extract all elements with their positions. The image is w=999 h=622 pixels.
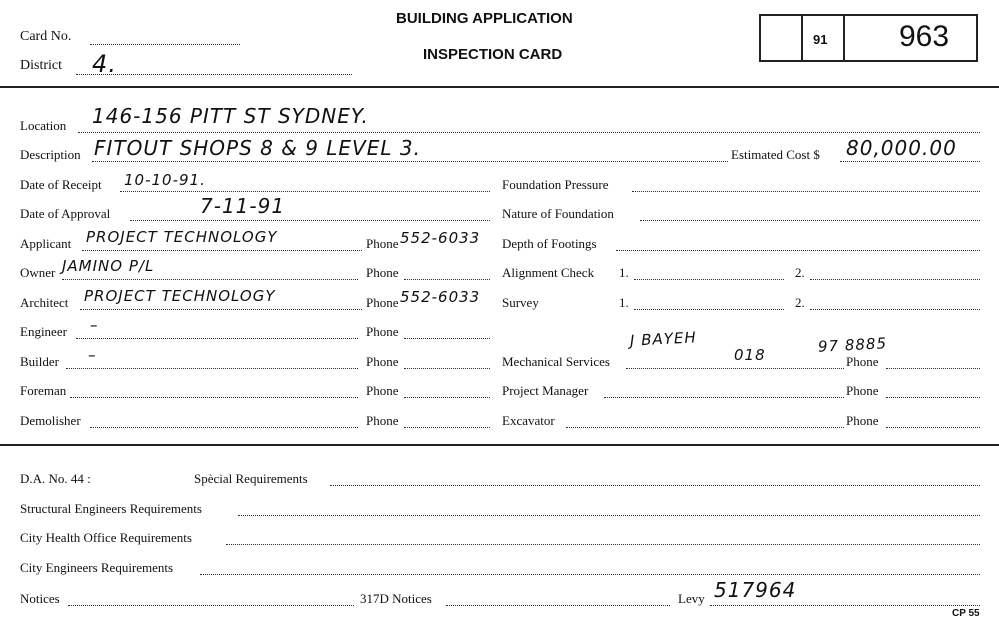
applicant-value: PROJECT TECHNOLOGY (86, 228, 278, 246)
district-field (76, 74, 352, 75)
description-field (92, 161, 728, 162)
alignment-check-2-label: 2. (795, 265, 805, 280)
builder-field (66, 368, 358, 369)
depth-of-footings-field (616, 250, 980, 251)
structural-engineers-field (238, 515, 980, 516)
applicant-label: Applicant (20, 236, 72, 251)
date-of-receipt-label: Date of Receipt (20, 177, 102, 192)
survey-2-label: 2. (795, 295, 805, 310)
card-no-field (90, 44, 240, 45)
excavator-phone-field (886, 427, 980, 428)
architect-value: PROJECT TECHNOLOGY (84, 287, 276, 305)
project-manager-phone-label: Phone (846, 383, 879, 398)
special-requirements-field (330, 485, 980, 486)
date-of-approval-field (130, 220, 490, 221)
builder-phone-label: Phone (366, 354, 399, 369)
applicant-phone-label: Phone (366, 236, 399, 251)
architect-phone-value: 552-6033 (400, 288, 481, 306)
card-no-label: Card No. (20, 29, 72, 44)
mechanical-phone-value-1: 018 (734, 346, 766, 364)
mechanical-services-field (626, 368, 844, 369)
builder-label: Builder (20, 354, 59, 369)
mechanical-services-label: Mechanical Services (502, 354, 610, 369)
description-value: FITOUT SHOPS 8 & 9 LEVEL 3. (94, 136, 421, 160)
mechanical-phone-field (886, 368, 980, 369)
notices-label: Notices (20, 591, 60, 606)
demolisher-field (90, 427, 358, 428)
city-engineers-field (200, 574, 980, 575)
nature-of-foundation-field (640, 220, 980, 221)
form-title-line1: BUILDING APPLICATION (396, 10, 573, 27)
engineer-phone-label: Phone (366, 324, 399, 339)
card-box-small-number: 91 (813, 32, 828, 47)
architect-field (80, 309, 362, 310)
levy-label: Levy (678, 591, 705, 606)
foreman-label: Foreman (20, 383, 67, 398)
architect-label: Architect (20, 295, 69, 310)
alignment-check-2-field (810, 279, 980, 280)
special-requirements-label: Spècial Requirements (194, 471, 308, 486)
header-rule (0, 86, 999, 88)
owner-value: JAMINO P/L (62, 257, 155, 275)
owner-field (62, 279, 358, 280)
project-manager-label: Project Manager (502, 383, 589, 398)
foreman-phone-field (404, 397, 490, 398)
city-health-field (226, 544, 980, 545)
structural-engineers-label: Structural Engineers Requirements (20, 501, 202, 516)
location-value: 146-156 PITT ST SYDNEY. (92, 104, 369, 128)
description-label: Description (20, 147, 81, 162)
notices-317d-label: 317D Notices (360, 591, 432, 606)
date-of-receipt-value: 10-10-91. (124, 171, 206, 189)
project-manager-field (604, 397, 844, 398)
foreman-field (70, 397, 358, 398)
demolisher-label: Demolisher (20, 413, 81, 428)
district-value: 4. (92, 50, 117, 78)
da-no-label: D.A. No. 44 : (20, 471, 91, 486)
demolisher-phone-field (404, 427, 490, 428)
levy-value: 517964 (714, 578, 797, 602)
mechanical-phone-label: Phone (846, 354, 879, 369)
applicant-field (82, 250, 362, 251)
notices-field (68, 605, 354, 606)
survey-1-field (634, 309, 784, 310)
owner-phone-field (404, 279, 490, 280)
survey-1-label: 1. (619, 295, 629, 310)
notices-317d-field (446, 605, 670, 606)
excavator-phone-label: Phone (846, 413, 879, 428)
owner-phone-label: Phone (366, 265, 399, 280)
date-of-approval-value: 7-11-91 (200, 194, 286, 218)
applicant-phone-value: 552-6033 (400, 229, 481, 247)
owner-label: Owner (20, 265, 56, 280)
foreman-phone-label: Phone (366, 383, 399, 398)
excavator-label: Excavator (502, 413, 555, 428)
location-label: Location (20, 118, 67, 133)
demolisher-phone-label: Phone (366, 413, 399, 428)
date-of-approval-label: Date of Approval (20, 206, 111, 221)
city-health-label: City Health Office Requirements (20, 530, 192, 545)
survey-2-field (810, 309, 980, 310)
card-number-box (759, 14, 978, 62)
card-box-number: 963 (899, 20, 950, 53)
builder-phone-field (404, 368, 490, 369)
project-manager-phone-field (886, 397, 980, 398)
form-code: CP 55 (952, 608, 980, 619)
levy-field (710, 605, 980, 606)
middle-rule (0, 444, 999, 446)
engineer-phone-field (404, 338, 490, 339)
form-title-line2: INSPECTION CARD (423, 46, 563, 63)
excavator-field (566, 427, 844, 428)
alignment-check-1-label: 1. (619, 265, 629, 280)
architect-phone-label: Phone (366, 295, 399, 310)
engineer-field (76, 338, 358, 339)
survey-label: Survey (502, 295, 539, 310)
alignment-check-label: Alignment Check (502, 265, 595, 280)
foundation-pressure-label: Foundation Pressure (502, 177, 609, 192)
city-engineers-label: City Engineers Requirements (20, 560, 174, 575)
alignment-check-1-field (634, 279, 784, 280)
estimated-cost-label: Estimated Cost $ (731, 147, 820, 162)
estimated-cost-field (840, 161, 980, 162)
mechanical-phone-value-2: 97 8885 (817, 334, 888, 356)
district-label: District (20, 58, 62, 73)
location-field (78, 132, 980, 133)
depth-of-footings-label: Depth of Footings (502, 236, 597, 251)
date-of-receipt-field (120, 191, 490, 192)
engineer-label: Engineer (20, 324, 67, 339)
mechanical-services-value: J BAYEH (629, 328, 698, 350)
foundation-pressure-field (632, 191, 980, 192)
engineer-value: – (90, 316, 99, 334)
estimated-cost-value: 80,000.00 (846, 136, 957, 160)
builder-value: – (88, 346, 97, 364)
nature-of-foundation-label: Nature of Foundation (502, 206, 614, 221)
